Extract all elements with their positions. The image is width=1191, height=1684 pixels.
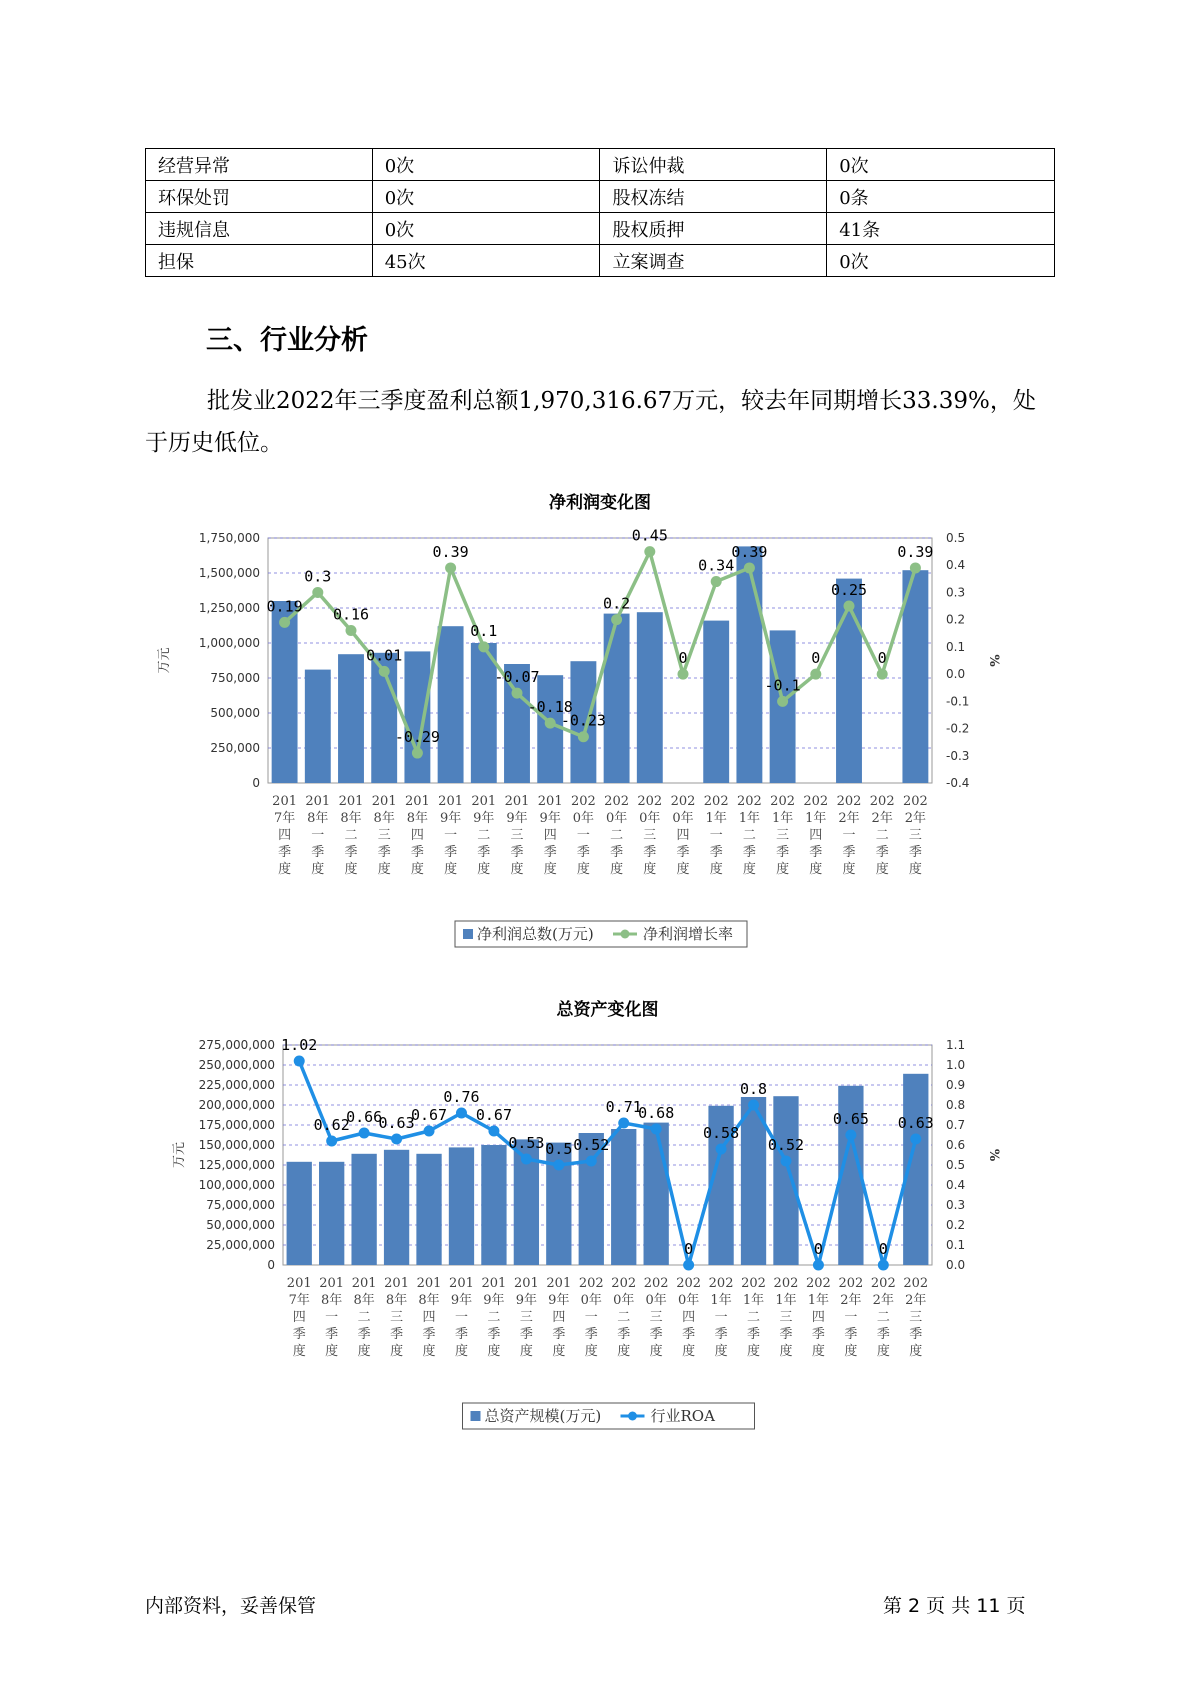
table-row — [146, 181, 1055, 213]
table-cell: 0次 — [827, 245, 1055, 277]
y-tick-label: 275,000,000 — [198, 1038, 275, 1052]
data-point — [521, 1154, 532, 1165]
data-label: -0.29 — [394, 728, 440, 747]
footer-page-number: 第 2 页 共 11 页 — [883, 1595, 1026, 1617]
data-point — [545, 718, 556, 729]
y-tick-label: 75,000,000 — [206, 1198, 275, 1212]
data-label: 0.62 — [313, 1116, 350, 1134]
x-tick-label: 201 8年二季度 — [338, 794, 364, 877]
x-tick-label: 202 2年一季度 — [838, 1276, 864, 1359]
data-point — [744, 562, 755, 573]
y2-tick-label: 0.9 — [946, 1078, 966, 1092]
x-tick-label: 201 9年三季度 — [504, 794, 530, 877]
legend-label: 总资产规模(万元) — [484, 1407, 602, 1425]
x-tick-label: 202 0年四季度 — [676, 1276, 702, 1359]
data-label: 0.66 — [346, 1108, 383, 1126]
y2-tick-label: 0.2 — [946, 1218, 966, 1232]
data-point — [359, 1128, 370, 1139]
x-tick-label: 201 8年一季度 — [319, 1276, 345, 1359]
table-cell: 0次 — [827, 149, 1055, 181]
x-tick-label: 201 8年四季度 — [416, 1276, 442, 1359]
data-point — [553, 1160, 564, 1171]
plot-area — [283, 1045, 932, 1265]
x-tick-label: 202 1年一季度 — [703, 794, 729, 877]
bar-2020年二季度 — [604, 614, 630, 783]
data-label: 0 — [878, 1240, 888, 1258]
y-tick-label: 1,000,000 — [198, 636, 260, 650]
x-tick-label: 202 2年二季度 — [870, 1276, 896, 1359]
table-row — [146, 149, 1055, 181]
table-cell: 0次 — [372, 149, 600, 181]
y-tick-label: 200,000,000 — [198, 1098, 275, 1112]
x-tick-label: 201 9年三季度 — [513, 1276, 539, 1359]
x-tick-label: 202 1年二季度 — [741, 1276, 766, 1359]
x-tick-label: 202 0年二季度 — [611, 1276, 637, 1359]
x-tick-label: 202 0年三季度 — [643, 1276, 669, 1359]
table-cell: 违规信息 — [146, 213, 373, 245]
bar-2018年三季度 — [384, 1150, 409, 1265]
bar-2018年一季度 — [305, 670, 331, 783]
x-tick-label: 201 8年三季度 — [384, 1276, 409, 1359]
bar-2021年三季度 — [773, 1096, 798, 1265]
chart-group — [172, 999, 1001, 1429]
data-label: -0.23 — [560, 711, 606, 730]
data-point — [910, 1134, 921, 1145]
data-label: 0.67 — [475, 1106, 512, 1124]
x-tick-label: 201 9年一季度 — [438, 794, 464, 877]
bar-2020年三季度 — [637, 612, 663, 783]
x-tick-label: 202 1年一季度 — [708, 1276, 734, 1359]
bar-2019年二季度 — [471, 643, 497, 783]
y2-tick-label: 0.1 — [946, 639, 966, 654]
bar-2019年二季度 — [481, 1145, 506, 1265]
x-tick-label: 202 0年一季度 — [570, 794, 596, 877]
section-title: 三、行业分析 — [206, 325, 368, 356]
y-tick-label: 100,000,000 — [198, 1178, 275, 1192]
y-tick-label: 250,000 — [210, 741, 260, 755]
y2-axis-label: % — [986, 1148, 1001, 1162]
x-tick-label: 201 9年四季度 — [546, 1276, 572, 1359]
y2-tick-label: -0.2 — [946, 721, 970, 736]
y2-tick-label: 0.7 — [946, 1118, 966, 1132]
y-tick-label: 175,000,000 — [198, 1118, 275, 1132]
analysis-paragraph: 批发业2022年三季度盈利总额1,970,316.67万元，较去年同期增长33.39%，处于历史低位。 — [145, 388, 1036, 456]
data-label: 0.52 — [573, 1136, 610, 1154]
table-cell: 担保 — [146, 245, 373, 277]
data-point — [586, 1156, 597, 1167]
table-cell: 立案调查 — [600, 245, 827, 277]
bar-2021年二季度 — [736, 546, 762, 783]
x-tick-label: 201 8年四季度 — [404, 794, 430, 877]
y-tick-label: 225,000,000 — [198, 1078, 275, 1092]
x-tick-label: 202 1年二季度 — [736, 794, 762, 877]
data-label: 0.63 — [378, 1114, 415, 1132]
y2-axis-label: % — [986, 654, 1001, 667]
y2-tick-label: 1.0 — [946, 1058, 966, 1072]
data-label: -0.1 — [764, 676, 801, 695]
data-label: 0.53 — [508, 1134, 545, 1152]
bar-2020年二季度 — [611, 1129, 636, 1265]
legend-bar-swatch — [463, 929, 473, 939]
bar-2018年一季度 — [319, 1162, 344, 1265]
data-point — [346, 625, 357, 636]
legend-label: 行业ROA — [650, 1407, 715, 1425]
y2-tick-label: 0.8 — [946, 1098, 966, 1112]
y2-tick-label: 0.2 — [946, 612, 966, 627]
chart-title: 总资产变化图 — [556, 1000, 659, 1020]
risk-summary-table — [145, 148, 1055, 277]
bar-2021年一季度 — [703, 621, 729, 783]
x-tick-label: 201 8年二季度 — [351, 1276, 377, 1359]
x-tick-label: 202 1年四季度 — [803, 794, 829, 877]
data-point — [456, 1108, 467, 1119]
bar-2019年四季度 — [537, 675, 563, 783]
data-label: 0.39 — [432, 542, 469, 561]
data-point — [683, 1260, 694, 1271]
y2-tick-label: 0.0 — [946, 1258, 966, 1272]
y-tick-label: 1,750,000 — [198, 531, 260, 545]
x-tick-label: 202 1年三季度 — [770, 794, 796, 877]
y2-tick-label: 0.3 — [946, 585, 966, 600]
x-tick-label: 202 1年三季度 — [773, 1276, 799, 1359]
x-tick-label: 201 9年四季度 — [537, 794, 563, 877]
data-label: 0.25 — [830, 581, 868, 600]
data-point — [711, 576, 722, 587]
data-point — [910, 562, 921, 573]
bar-2018年四季度 — [416, 1154, 441, 1265]
x-tick-label: 201 7年四季度 — [286, 1276, 312, 1359]
data-label: 0.67 — [410, 1106, 448, 1124]
table-cell: 0次 — [372, 181, 600, 213]
data-label: 0.2 — [603, 594, 631, 613]
data-point — [312, 587, 323, 598]
data-point — [478, 641, 489, 652]
x-tick-label: 202 1年四季度 — [806, 1276, 831, 1359]
y-axis-label: 万元 — [157, 647, 172, 674]
bar-2018年二季度 — [351, 1154, 376, 1265]
table-cell: 经营异常 — [146, 149, 373, 181]
data-point — [844, 601, 855, 612]
data-point — [748, 1100, 759, 1111]
data-label: 0 — [678, 649, 688, 668]
data-label: 0.45 — [631, 526, 668, 545]
bar-2018年四季度 — [404, 651, 430, 783]
y2-tick-label: 0.3 — [946, 1198, 966, 1212]
footer-confidential: 内部资料，妥善保管 — [145, 1595, 317, 1617]
data-point — [424, 1126, 435, 1137]
y-tick-label: 750,000 — [210, 671, 260, 685]
table-cell: 0条 — [827, 181, 1055, 213]
table-cell: 41条 — [827, 213, 1055, 245]
data-point — [716, 1144, 727, 1155]
data-label: 0.1 — [470, 621, 498, 640]
data-point — [488, 1126, 499, 1137]
data-label: -0.07 — [494, 668, 540, 687]
y2-tick-label: -0.1 — [946, 694, 970, 709]
data-label: 0.3 — [304, 567, 332, 586]
data-point — [294, 1056, 305, 1067]
table-row — [146, 213, 1055, 245]
x-tick-label: 201 9年二季度 — [471, 794, 497, 877]
data-label: 0.39 — [897, 542, 934, 561]
bar-2017年四季度 — [272, 601, 298, 783]
table-cell: 0次 — [372, 213, 600, 245]
x-tick-label: 201 8年三季度 — [371, 794, 397, 877]
data-label: 1.02 — [281, 1036, 318, 1054]
y2-tick-label: 0.6 — [946, 1138, 966, 1152]
y-axis-label: 万元 — [172, 1141, 187, 1169]
legend-bar-swatch — [471, 1411, 481, 1421]
data-point — [326, 1136, 337, 1147]
chart-group — [157, 492, 1001, 947]
y2-tick-label: 1.1 — [946, 1038, 966, 1052]
data-point — [777, 696, 788, 707]
data-label: 0.71 — [605, 1098, 642, 1116]
table-cell: 股权冻结 — [600, 181, 827, 213]
y-tick-label: 150,000,000 — [198, 1138, 275, 1152]
x-tick-label: 202 2年二季度 — [869, 794, 895, 877]
y-tick-label: 500,000 — [210, 706, 260, 720]
legend-label: 净利润增长率 — [643, 925, 734, 943]
data-label: 0.76 — [443, 1088, 480, 1106]
data-label: 0.19 — [266, 597, 303, 616]
y2-tick-label: 0.4 — [946, 558, 966, 573]
data-point — [877, 669, 888, 680]
data-point — [412, 748, 423, 759]
x-tick-label: 201 9年二季度 — [481, 1276, 507, 1359]
y2-tick-label: 0.4 — [946, 1178, 966, 1192]
y-tick-label: 0 — [267, 1258, 275, 1272]
data-point — [644, 546, 655, 557]
data-label: 0.34 — [698, 556, 735, 575]
total-assets-chart — [0, 988, 1191, 1448]
data-point — [379, 666, 390, 677]
x-tick-label: 201 8年一季度 — [305, 794, 331, 877]
bar-2017年四季度 — [287, 1162, 312, 1265]
data-point — [878, 1260, 889, 1271]
x-tick-label: 201 7年四季度 — [272, 794, 298, 877]
data-label: 0.5 — [545, 1140, 573, 1158]
y-tick-label: 1,500,000 — [198, 566, 260, 580]
data-label: 0 — [813, 1240, 823, 1258]
bar-2020年三季度 — [644, 1123, 669, 1265]
data-point — [845, 1130, 856, 1141]
legend-label: 净利润总数(万元) — [477, 925, 594, 943]
table-cell: 45次 — [372, 245, 600, 277]
data-point — [780, 1156, 791, 1167]
data-point — [651, 1124, 662, 1135]
data-point — [391, 1134, 402, 1145]
y2-tick-label: 0.5 — [946, 531, 966, 545]
y-tick-label: 0 — [252, 776, 260, 790]
y-tick-label: 250,000,000 — [198, 1058, 275, 1072]
data-label: 0.68 — [638, 1104, 675, 1122]
legend-line-marker — [621, 930, 630, 939]
net-profit-chart — [0, 488, 1191, 948]
table-cell: 环保处罚 — [146, 181, 373, 213]
data-label: -0.18 — [527, 698, 573, 717]
x-tick-label: 202 0年三季度 — [637, 794, 663, 877]
data-point — [618, 1118, 629, 1129]
y2-tick-label: -0.3 — [946, 748, 970, 763]
data-point — [578, 731, 589, 742]
data-label: 0.52 — [767, 1136, 805, 1154]
y-tick-label: 1,250,000 — [198, 601, 260, 615]
bar-2019年一季度 — [438, 626, 464, 783]
table-cell: 股权质押 — [600, 213, 827, 245]
data-point — [810, 669, 821, 680]
chart-title: 净利润变化图 — [549, 493, 651, 513]
data-label: 0 — [811, 649, 821, 668]
y-tick-label: 25,000,000 — [206, 1238, 275, 1252]
x-tick-label: 201 9年一季度 — [449, 1276, 474, 1359]
data-point — [611, 614, 622, 625]
data-point — [279, 617, 290, 628]
data-point — [512, 688, 523, 699]
data-label: 0.8 — [739, 1080, 768, 1098]
y2-tick-label: 0.5 — [946, 1158, 966, 1172]
x-tick-label: 202 0年二季度 — [604, 794, 630, 877]
total-assets-chart-svg — [0, 988, 1191, 1448]
x-tick-label: 202 2年一季度 — [836, 794, 862, 877]
y2-tick-label: -0.4 — [946, 776, 970, 790]
data-label: 0.16 — [332, 605, 370, 624]
data-label: 0.58 — [703, 1124, 740, 1142]
data-point — [678, 669, 689, 680]
y-tick-label: 50,000,000 — [206, 1218, 275, 1232]
x-tick-label: 202 2年三季度 — [902, 794, 928, 877]
data-label: 0.65 — [832, 1110, 869, 1128]
net-profit-chart-svg — [0, 488, 1191, 948]
x-tick-label: 202 2年三季度 — [903, 1276, 929, 1359]
data-label: 0 — [877, 649, 887, 668]
table-cell: 诉讼仲裁 — [600, 149, 827, 181]
x-tick-label: 202 0年四季度 — [670, 794, 696, 877]
data-point — [813, 1260, 824, 1271]
bar-2019年一季度 — [449, 1147, 474, 1265]
data-label: 0.63 — [897, 1114, 934, 1132]
y2-tick-label: 0.1 — [946, 1238, 966, 1252]
y-tick-label: 125,000,000 — [198, 1158, 275, 1172]
x-tick-label: 202 0年一季度 — [578, 1276, 604, 1359]
data-label: 0.39 — [731, 542, 768, 561]
data-label: 0.01 — [366, 646, 403, 665]
table-row — [146, 245, 1055, 277]
y2-tick-label: 0.0 — [946, 667, 966, 682]
data-point — [445, 562, 456, 573]
bar-2018年二季度 — [338, 654, 364, 783]
legend-line-marker — [628, 1412, 637, 1421]
data-label: 0 — [684, 1240, 694, 1258]
